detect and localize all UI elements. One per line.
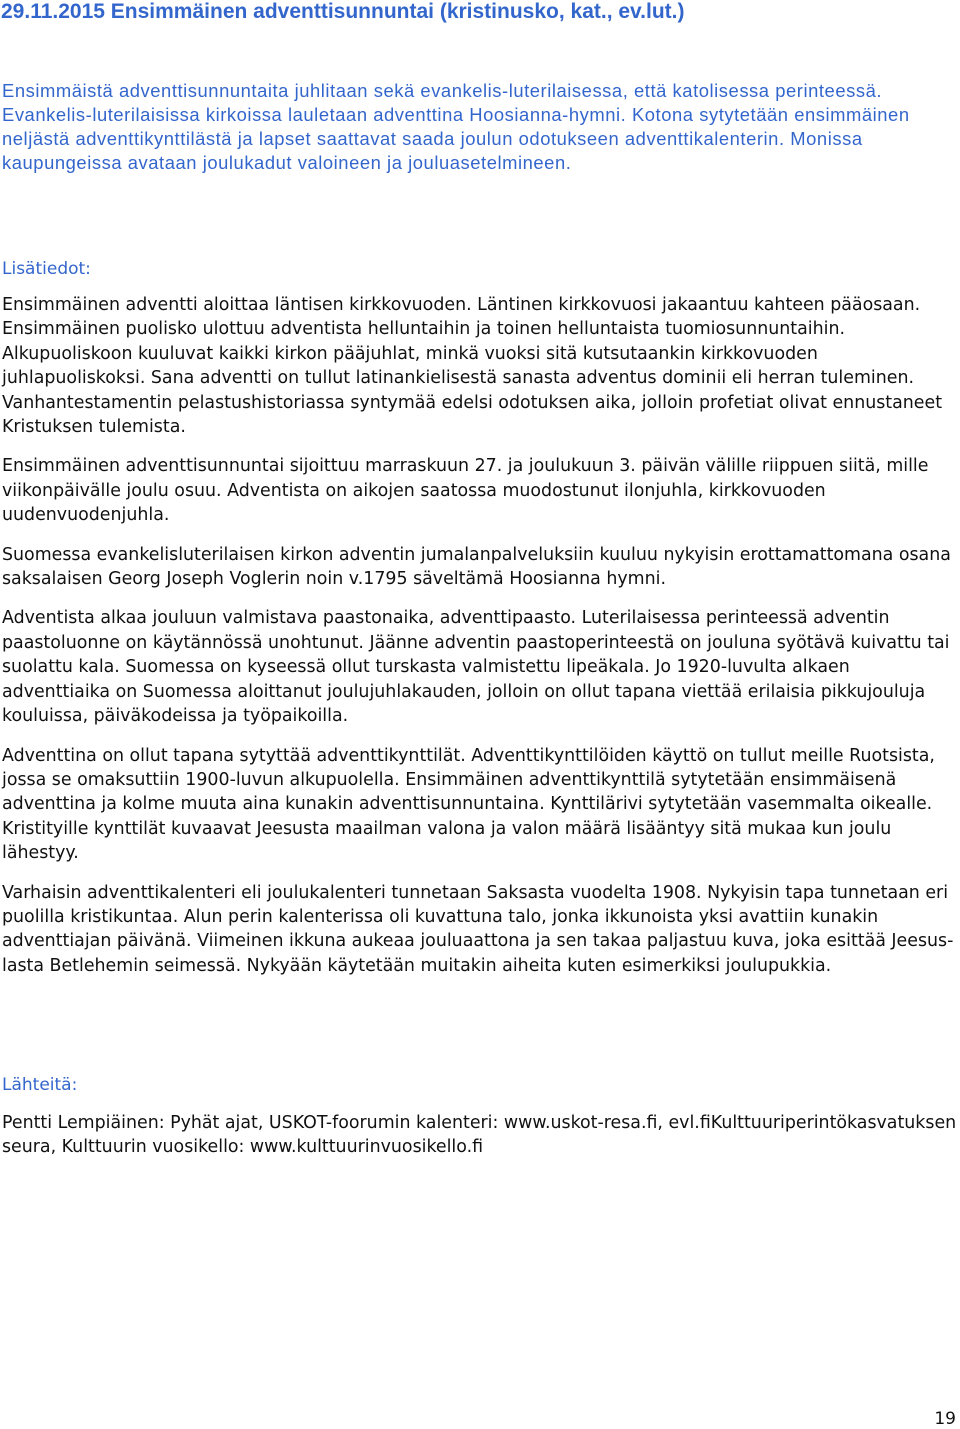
body-paragraph: Varhaisin adventtikalenteri eli joulukalenteri tunnetaan Saksasta vuodelta 1908. Nykyisin tapa tunnetaan eri puolilla kristikuntaa. Alun perin kalenterissa oli kuvattuna talo, jonka ikkunoista yksi avattiin kunakin adventtiajan päivänä. Viimeinen ikkuna aukeaa jouluaattona ja sen takaa paljastuu kuva, joka esittää Jeesus-lasta Betlehemin seimessä. Nykyään käytetään muitakin aiheita kuten esimerkiksi joulupukkia. — [2, 882, 954, 976]
body-paragraph: Adventista alkaa jouluun valmistava paastonaika, adventtipaasto. Luterilaisessa perinteessä adventin paastoluonne on käytännössä unohtunut. Jäänne adventin paastoperinteestä on jouluna syötävä kuivattu tai suolattu kala. Suomessa on kyseessä ollut turskasta valmistettu lipeäkala. Jo 1920-luvulta alkaen adventtiaika on Suomessa aloittanut joulujuhlakauden, jolloin on ollut tapana viettää erilaisia pikkujouluja kouluissa, päiväkodeissa ja työpaikoilla. — [2, 608, 950, 727]
sources-label: Lähteitä: — [2, 1075, 78, 1095]
intro-paragraph: Ensimmäistä adventtisunnuntaita juhlitaan sekä evankelis-luterilaisessa, että katolisessa perinteessä. Evankelis-luterilaisissa kirkoissa lauletaan adventtina Hoosianna-hymni. Kotona sytytetään ensimmäinen neljästä adventtikynttilästä ja lapset saattavat saada joulun odotukseen adventtikalenterin. Monissa kaupungeissa avataan joulukadut valoineen ja jouluasetelmineen. — [2, 80, 910, 173]
body-paragraph: Adventtina on ollut tapana sytyttää adventtikynttilät. Adventtikynttilöiden käyttö on tullut meille Ruotsista, jossa se omaksuttiin 1900-luvun alkupuolella. Ensimmäinen adventtikynttilä sytytetään ensimmäisenä adventtina ja kolme muuta aina kunakin adventtisunnuntaina. Kynttilärivi sytytetään vasemmalta oikealle. Kristityille kynttilät kuvaavat Jeesusta maailman valona ja valon määrä lisääntyy sitä mukaa kun joulu lähestyy. — [2, 745, 935, 864]
page-title: 29.11.2015 Ensimmäinen adventtisunnuntai (kristinusko, kat., ev.lut.) — [1, 0, 685, 23]
body-paragraph: Ensimmäinen adventtisunnuntai sijoittuu marraskuun 27. ja joulukuun 3. päivän välille riippuen siitä, mille viikonpäivälle joulu osuu. Adventista on aikojen saatossa muodostunut ilonjuhla, kirkkovuoden uudenvuodenjuhla. — [2, 456, 929, 526]
sources-text: Pentti Lempiäinen: Pyhät ajat, USKOT-foorumin kalenteri: www.uskot-resa.fi, evl.fiKulttuuriperintökasvatuksen seura, Kulttuurin vuosikello: www.kulttuurinvuosikello.fi — [2, 1113, 957, 1158]
page-number: 19 — [934, 1409, 956, 1429]
body-paragraph: Suomessa evankelisluterilaisen kirkon adventin jumalanpalveluksiin kuuluu nykyisin erottamattomana osana saksalaisen Georg Joseph Voglerin noin v.1795 säveltämä Hoosianna hymni. — [2, 544, 951, 590]
more-info-label: Lisätiedot: — [2, 259, 91, 279]
article-body — [2, 293, 960, 993]
body-paragraph: Ensimmäinen adventti aloittaa läntisen kirkkovuoden. Läntinen kirkkovuosi jakaantuu kahteen pääosaan. Ensimmäinen puolisko ulottuu adventista helluntaihin ja toinen helluntaista tuomiosunnuntaihin. Alkupuoliskoon kuuluvat kaikki kirkon pääjuhlat, minkä vuoksi sitä kutsutaankin kirkkovuoden juhlapuoliskoksi. Sana adventti on tullut latinankielisestä sanasta adventus dominii eli herran tuleminen. Vanhantestamentin pelastushistoriassa syntymää edelsi odotuksen aika, jolloin profetiat olivat ennustaneet Kristuksen tulemista. — [2, 295, 943, 438]
